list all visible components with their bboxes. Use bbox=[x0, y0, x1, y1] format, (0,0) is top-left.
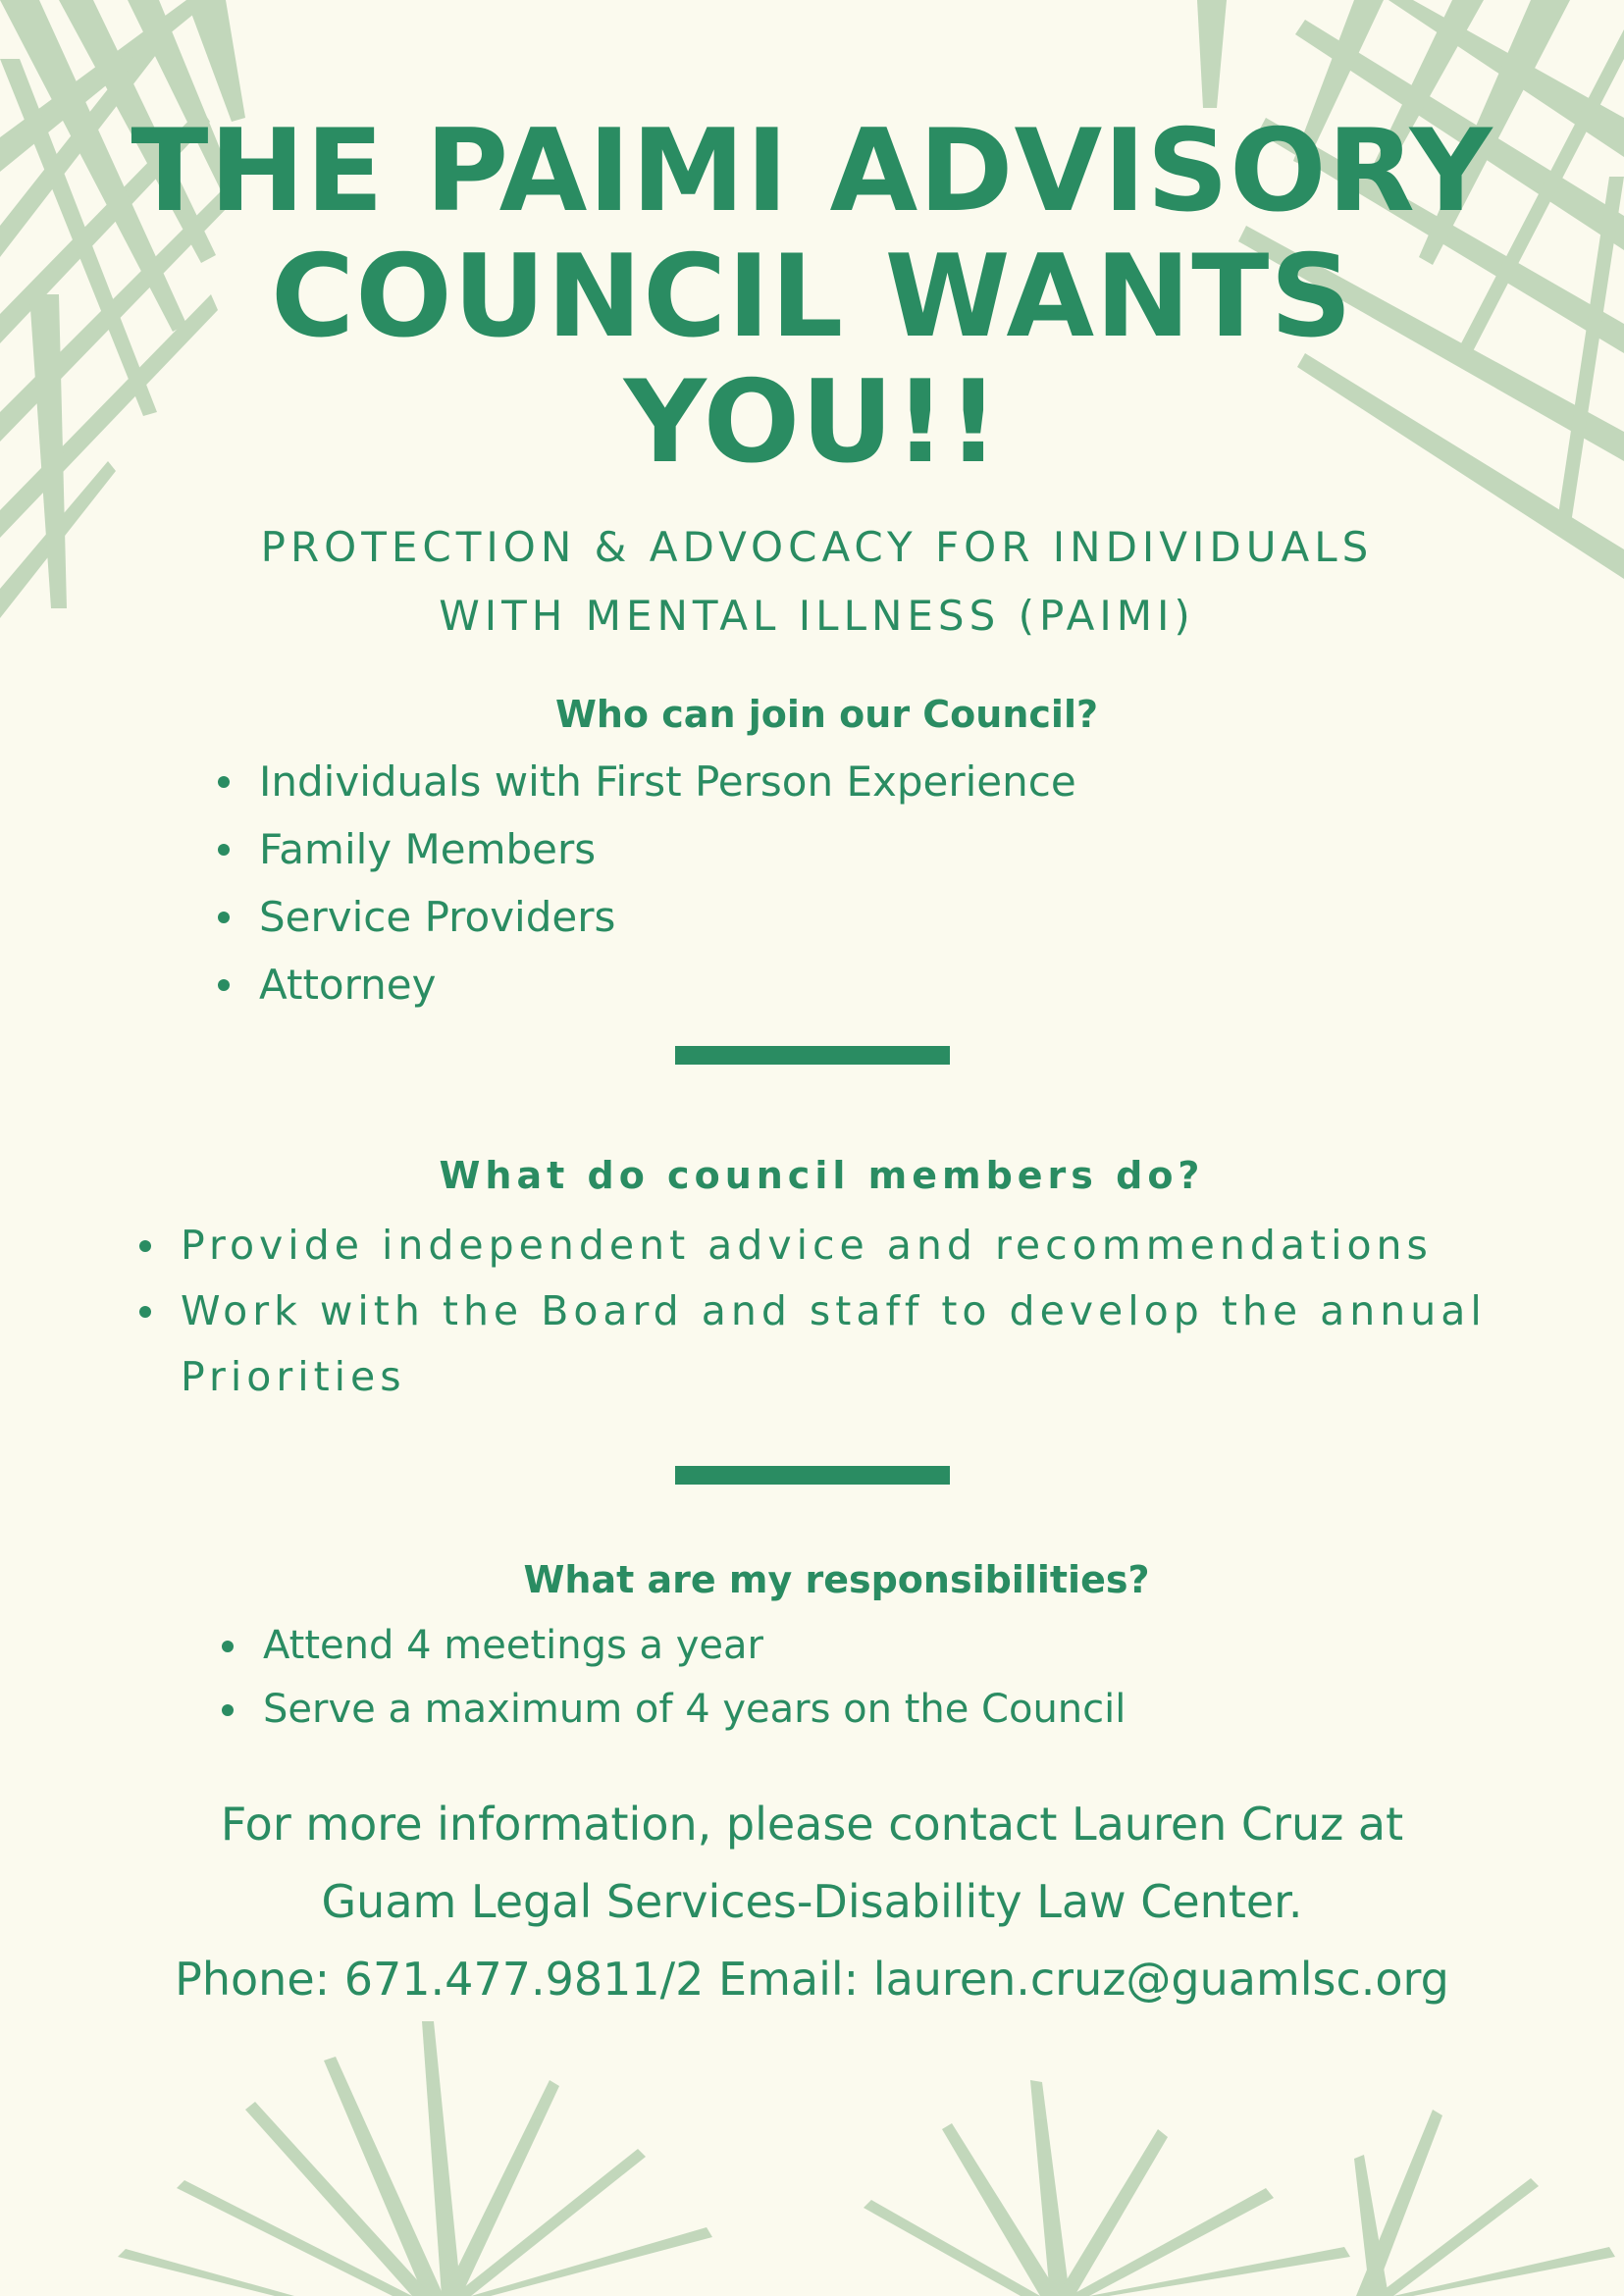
list-item bbox=[218, 951, 1076, 1018]
title-line-1: THE PAIMI ADVISORY bbox=[131, 105, 1493, 237]
bullet-icon bbox=[139, 1240, 151, 1252]
title-line-3: YOU!! bbox=[623, 356, 1001, 489]
bullet-icon bbox=[139, 1306, 151, 1318]
bullet-icon bbox=[218, 776, 230, 788]
who-can-join-heading: Who can join our Council? bbox=[554, 693, 1099, 736]
list-item-text: Attorney bbox=[259, 961, 437, 1009]
list-item bbox=[222, 1678, 1126, 1742]
section-divider bbox=[675, 1466, 950, 1485]
list-item-text: Serve a maximum of 4 years on the Council bbox=[263, 1687, 1126, 1732]
bullet-icon bbox=[222, 1704, 234, 1716]
list-item bbox=[218, 815, 1076, 883]
list-item-text: Service Providers bbox=[259, 893, 616, 941]
list-item bbox=[218, 883, 1076, 951]
contact-line-3: Phone: 671.477.9811/2 Email: lauren.cruz@guamlsc.org bbox=[175, 1953, 1449, 2006]
list-item bbox=[218, 748, 1076, 815]
responsibilities-list bbox=[222, 1614, 1126, 1742]
who-can-join-list bbox=[218, 748, 1076, 1018]
list-item-text: Family Members bbox=[259, 825, 597, 873]
list-item bbox=[139, 1278, 1592, 1410]
responsibilities-heading: What are my responsibilities? bbox=[523, 1558, 1150, 1601]
title-line-2: COUNCIL WANTS bbox=[271, 231, 1353, 363]
list-item-text: Work with the Board and staff to develop the annual Priorities bbox=[181, 1287, 1487, 1400]
list-item bbox=[222, 1614, 1126, 1678]
subtitle-line-1: PROTECTION & ADVOCACY FOR INDIVIDUALS bbox=[260, 523, 1374, 571]
contact-line-1: For more information, please contact Lauren Cruz at bbox=[220, 1798, 1404, 1851]
what-members-do-list bbox=[139, 1213, 1592, 1410]
bullet-icon bbox=[218, 979, 230, 991]
list-item bbox=[139, 1213, 1592, 1278]
bullet-icon bbox=[218, 912, 230, 923]
bullet-icon bbox=[218, 844, 230, 856]
contact-line-2: Guam Legal Services-Disability Law Center. bbox=[321, 1875, 1303, 1928]
bullet-icon bbox=[222, 1641, 234, 1652]
list-item-text: Attend 4 meetings a year bbox=[263, 1623, 763, 1668]
section-divider bbox=[675, 1046, 950, 1065]
subtitle-line-2: WITH MENTAL ILLNESS (PAIMI) bbox=[439, 592, 1195, 640]
what-members-do-heading: What do council members do? bbox=[439, 1154, 1205, 1197]
list-item-text: Individuals with First Person Experience bbox=[259, 757, 1076, 806]
list-item-text: Provide independent advice and recommendations bbox=[181, 1222, 1433, 1269]
